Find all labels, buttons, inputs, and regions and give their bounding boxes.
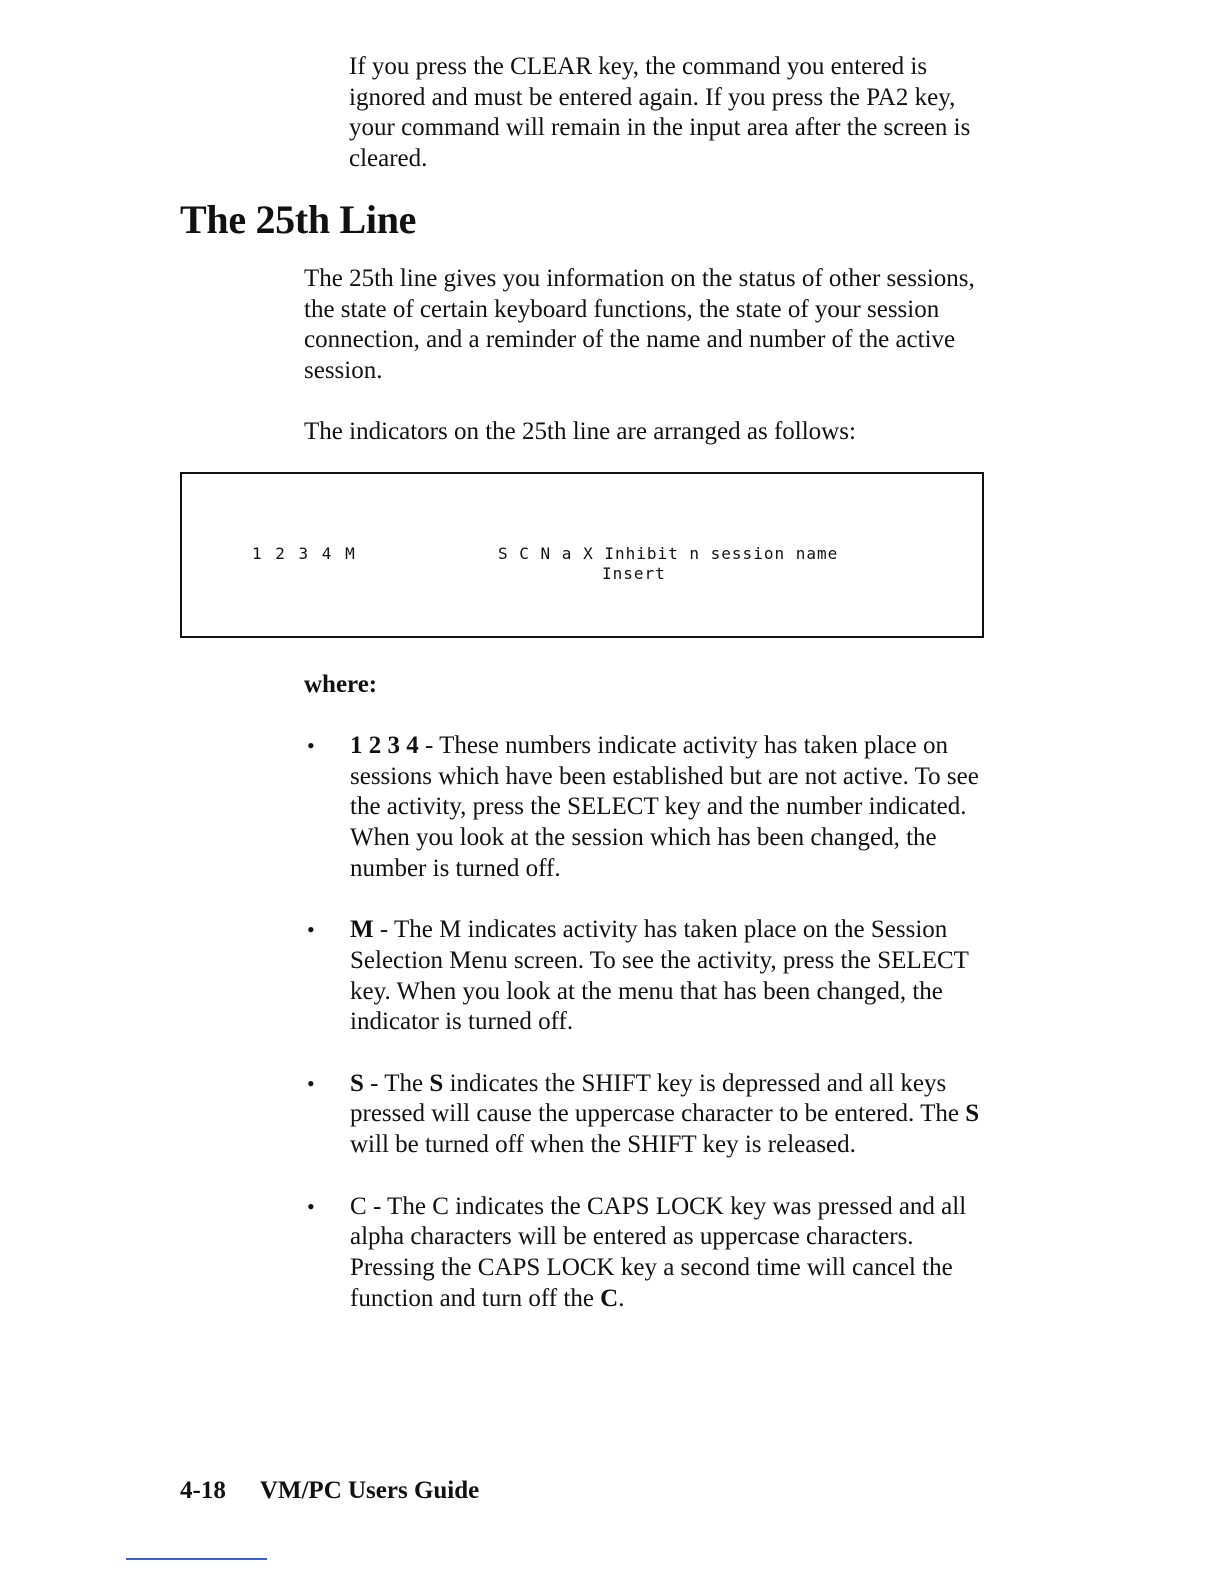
indicator-description: indicates the SHIFT key is depressed and all keys pressed will cause the uppercase character to be entered. The xyxy=(350,1069,966,1128)
book-title: VM/PC Users Guide xyxy=(259,1477,480,1504)
bullet-marker: • xyxy=(307,733,315,758)
indicator-list xyxy=(304,731,994,1345)
indicator-key-inline: S xyxy=(965,1100,980,1128)
list-item xyxy=(304,1192,994,1315)
description-paragraph: The 25th line gives you information on the status of other sessions, the state of certain keyboard functions, the state of your session connection, and a reminder of the name and number of the active session. xyxy=(304,265,975,385)
session-indicators: 1 2 3 4 M xyxy=(252,544,357,563)
indicator-key: S xyxy=(350,1069,364,1097)
indicator-key-inline: S xyxy=(429,1069,444,1097)
arrangement-paragraph: The indicators on the 25th line are arranged as follows: xyxy=(304,418,856,445)
bullet-marker: • xyxy=(307,1193,315,1219)
indicator-description: . xyxy=(618,1284,625,1312)
keyboard-session-indicators: S C N a X Inhibit n session name xyxy=(498,544,839,563)
bullet-marker: • xyxy=(307,1070,315,1096)
intro-paragraph: If you press the CLEAR key, the command you entered is ignored and must be entered again. If you press the PA2 key, your command will remain in the input area after the screen is cleared. xyxy=(349,53,971,173)
indicator-key: 1 2 3 4 xyxy=(350,732,419,759)
status-line-diagram xyxy=(180,472,984,638)
indicator-description: indicates the CAPS LOCK key was pressed and all alpha characters will be entered as uppercase characters. Pressing the CAPS LOCK key a second time will cancel the function and turn off the xyxy=(350,1192,967,1312)
where-label: where: xyxy=(304,671,378,698)
indicator-key-inline: C xyxy=(432,1192,449,1220)
scan-artifact-rule xyxy=(126,1558,267,1560)
insert-indicator: Insert xyxy=(602,564,666,583)
indicator-key-inline: C xyxy=(600,1284,619,1312)
list-item xyxy=(304,731,994,885)
indicator-key: M xyxy=(350,916,374,944)
bullet-marker: • xyxy=(307,917,315,943)
page-number: 4-18 xyxy=(180,1477,226,1504)
indicator-key: C xyxy=(350,1192,367,1220)
list-item xyxy=(304,1069,994,1161)
list-item xyxy=(304,915,994,1038)
indicator-description: - The xyxy=(363,1069,430,1097)
indicator-description: will be turned off when the SHIFT key is released. xyxy=(350,1131,856,1159)
page-footer xyxy=(180,1476,479,1506)
indicator-description: - The xyxy=(366,1192,433,1220)
indicator-description: - These numbers indicate activity has taken place on sessions which have been established but are not active. To see the activity, press the SELECT key and the number indicated. When you look at the session which has been changed, the number is turned off. xyxy=(350,732,979,882)
indicator-description: - The M indicates activity has taken place on the Session Selection Menu screen. To see the activity, press the SELECT key. When you look at the menu that has been changed, the indicator is turned off. xyxy=(350,916,969,1036)
section-heading: The 25th Line xyxy=(180,197,417,242)
